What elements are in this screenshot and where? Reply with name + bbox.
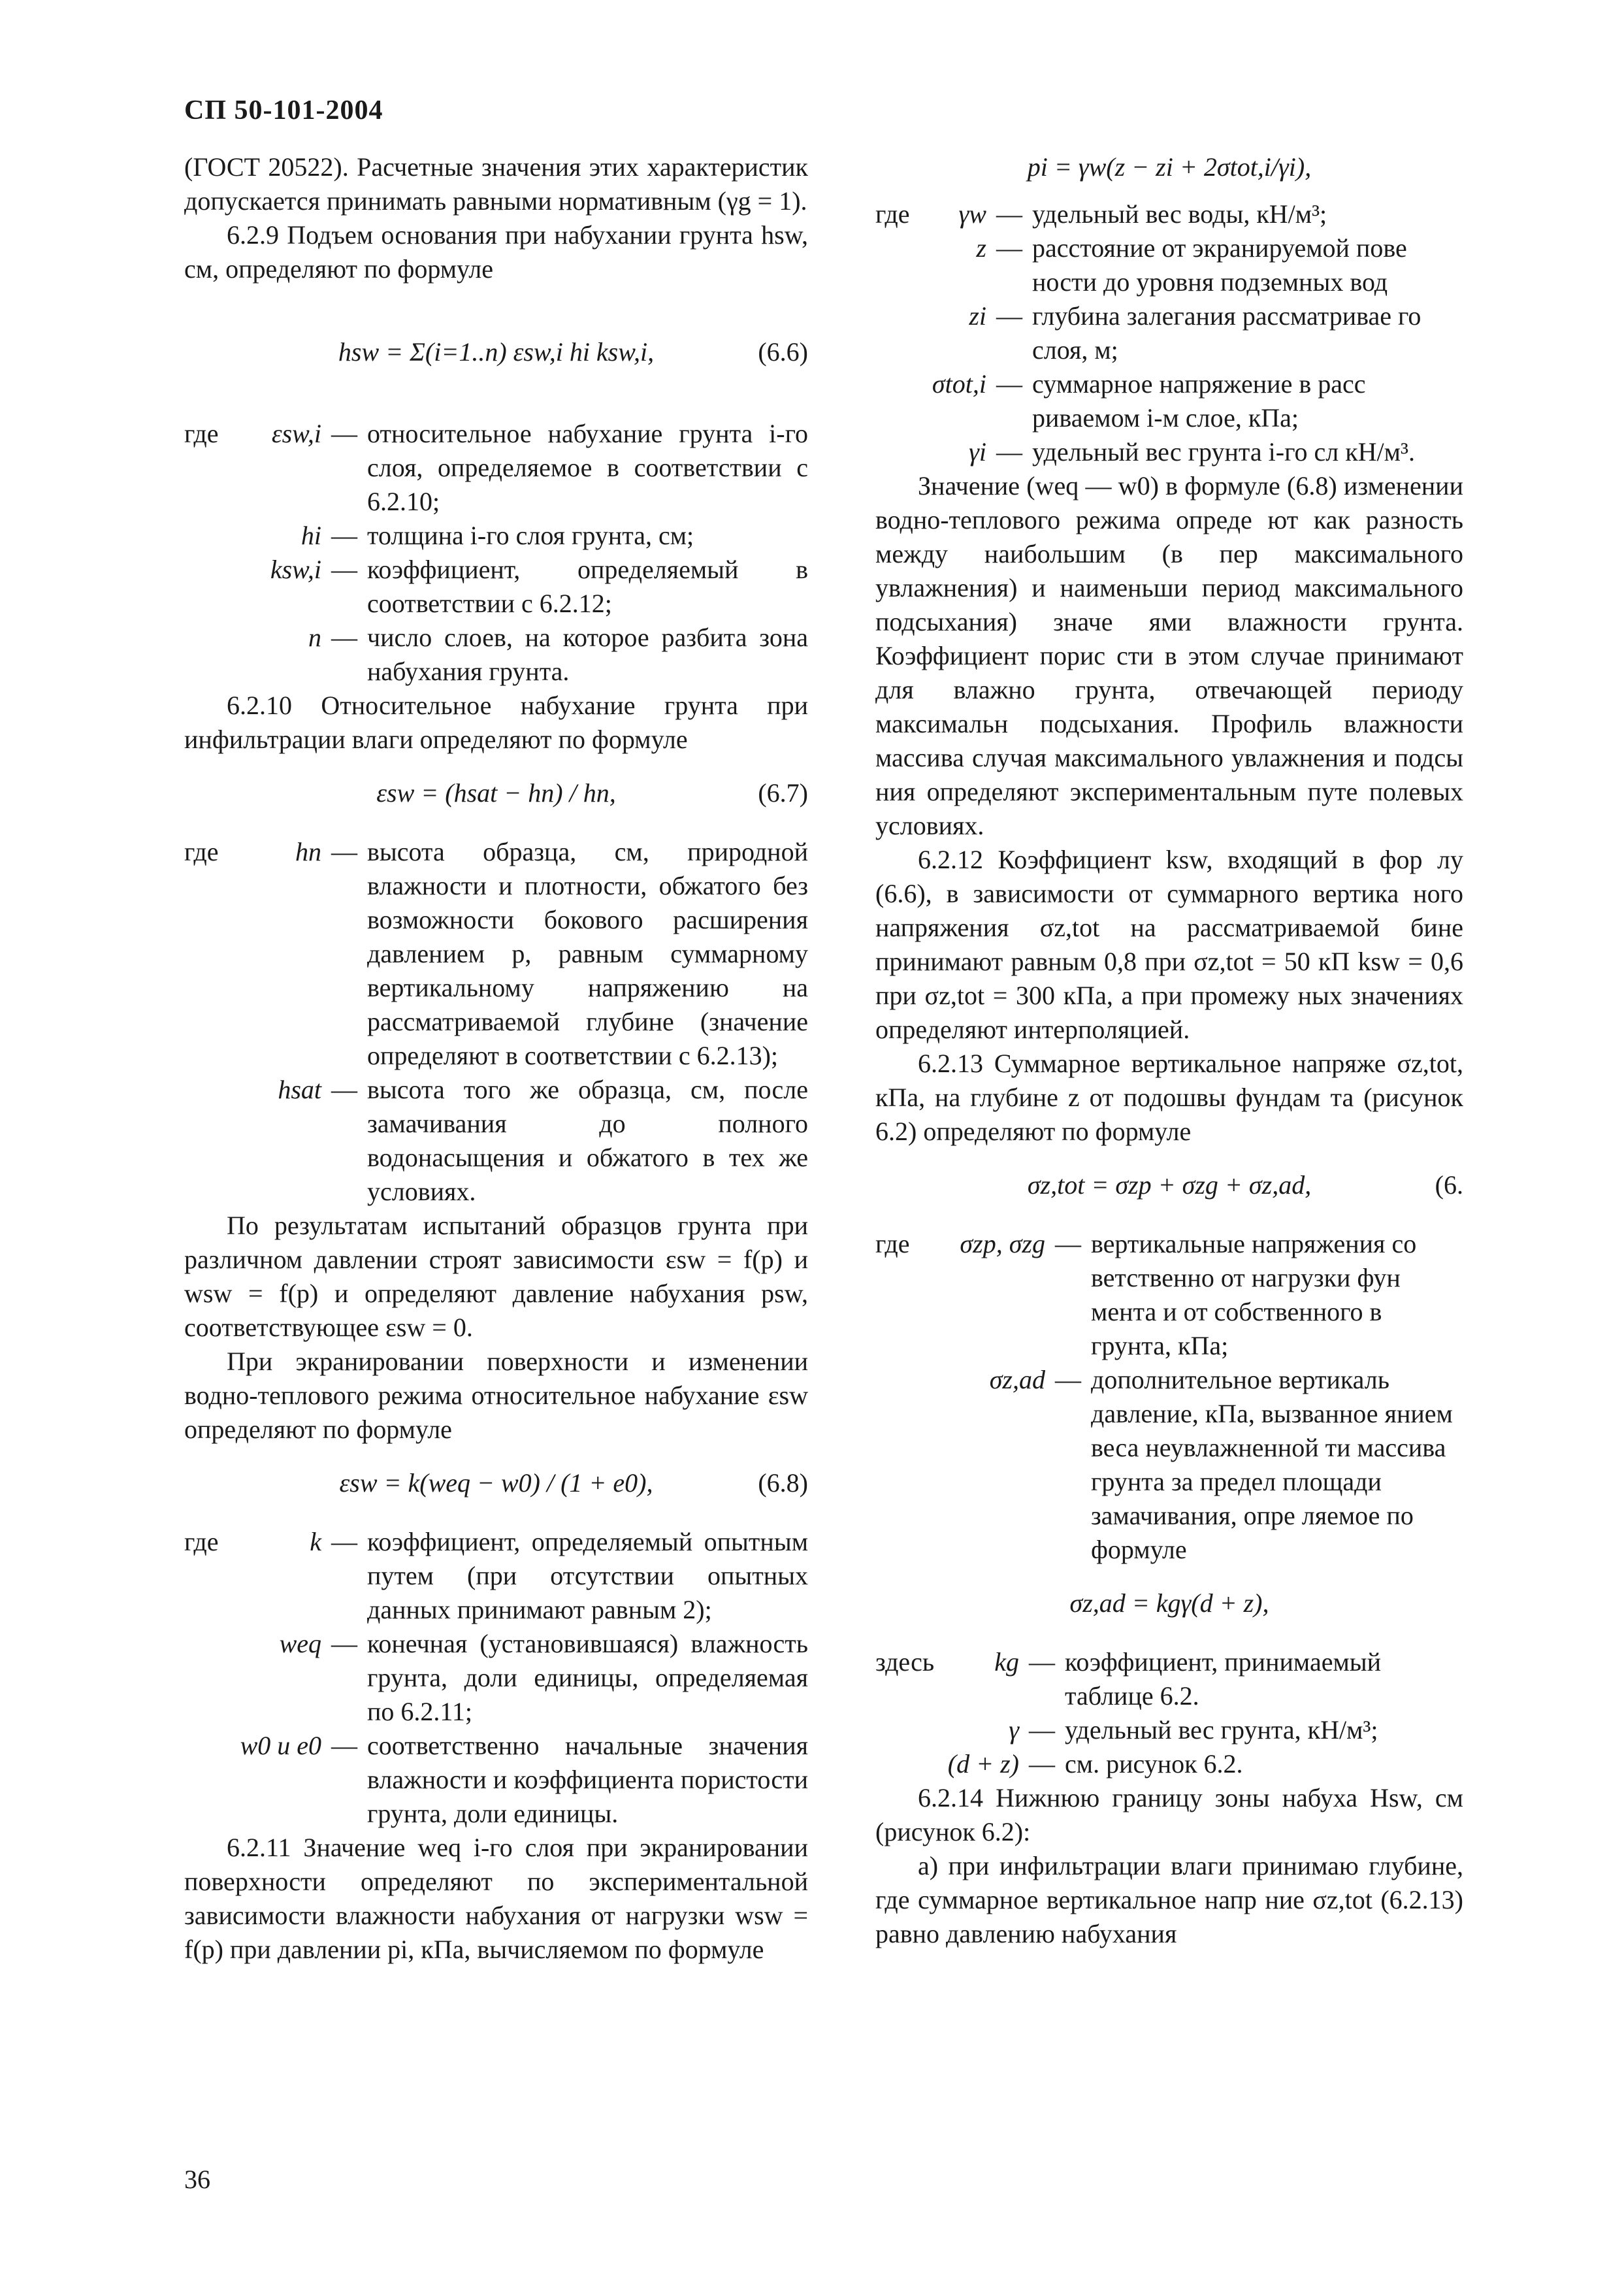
formula-expression: σz,ad = kgγ(d + z),: [1069, 1588, 1269, 1618]
definition: коэффициент, определяемый в соответствии с 6.2.12;: [367, 555, 808, 618]
symbol: σz,ad: [989, 1365, 1045, 1394]
symbol: γ: [1009, 1715, 1019, 1745]
definition: относительное набухание грунта i-го слоя, определяемое в соответствии с 6.2.10;: [367, 419, 808, 516]
dash: —: [1029, 1647, 1055, 1677]
where-lead: где: [184, 419, 219, 448]
definition: удельный вес воды, кН/м³;: [1032, 199, 1327, 229]
formula-6-7: [184, 757, 808, 835]
dash: —: [331, 1629, 357, 1658]
paragraph-screening: При экранировании поверхности и изменении водно-теплового режима относительное набухание εsw определяют по формуле: [184, 1347, 808, 1444]
definition: соответственно начальные значения влажности и коэффициента пористости грунта, доли единицы.: [367, 1731, 808, 1828]
paragraph-6-2-9: 6.2.9 Подъем основания при набухании грунта hsw, см, определяют по формуле: [184, 220, 808, 284]
where-lead: где: [875, 1229, 910, 1258]
definition: удельный вес грунта i-го сл кН/м³.: [1032, 437, 1415, 467]
dash: —: [331, 623, 357, 652]
symbol: zi: [969, 301, 986, 331]
dash: —: [1055, 1365, 1081, 1394]
symbol: hi: [300, 521, 321, 550]
paragraph-intro: (ГОСТ 20522). Расчетные значения этих характеристик допускается принимать равными нормативным (γg = 1).: [184, 152, 808, 216]
dash: —: [331, 1731, 357, 1760]
symbol: hn: [295, 837, 321, 866]
symbol: γi: [969, 437, 986, 467]
symbol: (d + z): [947, 1749, 1019, 1778]
formula-expression: εsw = (hsat − hn) / hn,: [376, 778, 616, 808]
where-lead: где: [184, 837, 219, 866]
where-list-6-9: [875, 1227, 1463, 1567]
dash: —: [331, 837, 357, 866]
dash: —: [1029, 1715, 1055, 1745]
right-column: [875, 150, 1463, 1951]
definition: высота того же образца, см, после замачивания до полного водонасыщения и обжатого в тех же условиях.: [367, 1075, 808, 1206]
dash: —: [996, 369, 1022, 399]
formula-expression: σz,tot = σzp + σzg + σz,ad,: [1027, 1170, 1312, 1200]
symbol: γw: [958, 199, 986, 229]
formula-expression: pi = γw(z − zi + 2σtot,i/γi),: [1027, 152, 1312, 182]
symbol: σzp, σzg: [960, 1229, 1045, 1258]
where-list-6-8: [184, 1525, 808, 1831]
definition: высота образца, см, природной влажности и плотности, обжатого без возможности бокового расширения давлением p, равным суммарному вертикальному напряжению на рассматриваемой глубине (значение определяют в соответствии с 6.2.13);: [367, 837, 808, 1070]
dash: —: [331, 1527, 357, 1556]
paragraph-6-2-13: 6.2.13 Суммарное вертикальное напряже σz,tot, кПа, на глубине z от подошвы фундам та (рисунок 6.2) определяют по формуле: [875, 1049, 1463, 1146]
symbol: σtot,i: [932, 369, 986, 399]
where-list-6-7: [184, 835, 808, 1209]
definition: коэффициент, принимаемый таблице 6.2.: [1065, 1647, 1382, 1711]
left-column: [184, 150, 808, 1967]
paragraph-value-weq: Значение (weq — w0) в формуле (6.8) изменении водно-теплового режима опреде ют как разность между наибольшим (в пер максимального увлажнения) и наименьши период максимального подсыхания) значе ями влажности грунта. Коэффициент порис сти в этом случае принимают для влажно грунта, отвечающей периоду максимальн подсыхания. Профиль влажности массива случая максимального увлажнения и подсы ния определяют экспериментальным путе полевых условиях.: [875, 471, 1463, 840]
formula-pi: [875, 150, 1463, 197]
symbol: z: [976, 233, 986, 263]
definition: расстояние от экранируемой пове ности до уровня подземных вод: [1032, 233, 1407, 297]
definition: глубина залегания рассматривае го слоя, м;: [1032, 301, 1421, 365]
symbol: ksw,i: [270, 555, 321, 584]
symbol: n: [308, 623, 321, 652]
formula-number: (6.6): [758, 337, 808, 367]
formula-6-8: [184, 1447, 808, 1525]
symbol: weq: [279, 1629, 321, 1658]
dash: —: [996, 301, 1022, 331]
definition: суммарное напряжение в расс риваемом i-м слое, кПа;: [1032, 369, 1366, 433]
definition: вертикальные напряжения со ветственно от нагрузки фун мента и от собственного в грунта, кПа;: [1091, 1229, 1417, 1360]
definition: удельный вес грунта, кН/м³;: [1065, 1715, 1378, 1745]
formula-6-9: [875, 1149, 1463, 1227]
definition: коэффициент, определяемый опытным путем (при отсутствии опытных данных принимают равным 2);: [367, 1527, 808, 1624]
symbol: w0 и e0: [240, 1731, 321, 1760]
symbol: kg: [994, 1647, 1019, 1677]
formula-number: (6.8): [758, 1468, 808, 1498]
dash: —: [996, 437, 1022, 467]
definition: конечная (установившаяся) влажность грунта, доли единицы, определяемая по 6.2.11;: [367, 1629, 808, 1726]
definition: число слоев, на которое разбита зона набухания грунта.: [367, 623, 808, 686]
page-number: 36: [184, 2165, 210, 2194]
dash: —: [1029, 1749, 1055, 1778]
paragraph-6-2-11: 6.2.11 Значение weq i-го слоя при экранировании поверхности определяют по экспериментальной зависимости влажности набухания от нагрузки wsw = f(p) при давлении pi, кПа, вычисляемом по формуле: [184, 1833, 808, 1964]
where-list-6-6: [184, 417, 808, 689]
definition: см. рисунок 6.2.: [1065, 1749, 1243, 1778]
dash: —: [996, 199, 1022, 229]
formula-expression: hsw = Σ(i=1..n) εsw,i hi ksw,i,: [338, 337, 655, 367]
dash: —: [331, 1075, 357, 1104]
definition: толщина i-го слоя грунта, см;: [367, 521, 694, 550]
formula-number: (6.7): [758, 778, 808, 808]
formula-expression: εsw = k(weq − w0) / (1 + e0),: [339, 1468, 653, 1498]
here-list: [875, 1645, 1463, 1781]
formula-sigma-ad: [875, 1567, 1463, 1645]
paragraph-6-2-14: 6.2.14 Нижнюю границу зоны набуха Hsw, см (рисунок 6.2):: [875, 1783, 1463, 1846]
symbol: k: [310, 1527, 321, 1556]
dash: —: [1055, 1229, 1081, 1258]
where-list-pi: [875, 197, 1463, 469]
dash: —: [996, 233, 1022, 263]
here-lead: здесь: [875, 1647, 935, 1677]
symbol: hsat: [278, 1075, 321, 1104]
dash: —: [331, 419, 357, 448]
formula-6-6: [184, 286, 808, 417]
formula-number: (6.: [1435, 1170, 1463, 1200]
where-lead: где: [875, 199, 910, 229]
paragraph-6-2-10: 6.2.10 Относительное набухание грунта при инфильтрации влаги определяют по формуле: [184, 691, 808, 754]
dash: —: [331, 521, 357, 550]
paragraph-item-a: а) при инфильтрации влаги принимаю глубине, где суммарное вертикальное напр ние σz,tot (6.2.13) равно давлению набухания: [875, 1851, 1463, 1948]
paragraph-test-results: По результатам испытаний образцов грунта при различном давлении строят зависимости εsw = f(p) и wsw = f(p) и определяют давление набухания psw, соответствующее εsw = 0.: [184, 1211, 808, 1342]
paragraph-6-2-12: 6.2.12 Коэффициент ksw, входящий в фор лу (6.6), в зависимости от суммарного вертика ного напряжения σz,tot на рассматриваемой бине принимают равным 0,8 при σz,tot = 50 кП ksw = 0,6 при σz,tot = 300 кПа, а при промежу ных значениях определяют интерполяцией.: [875, 845, 1463, 1044]
definition: дополнительное вертикаль давление, кПа, вызванное янием веса неувлажненной ти массива грунта за предел площади замачивания, опре ляемое по формуле: [1091, 1365, 1453, 1564]
where-lead: где: [184, 1527, 219, 1556]
symbol: εsw,i: [271, 419, 321, 448]
dash: —: [331, 555, 357, 584]
document-code: СП 50-101-2004: [184, 95, 383, 125]
